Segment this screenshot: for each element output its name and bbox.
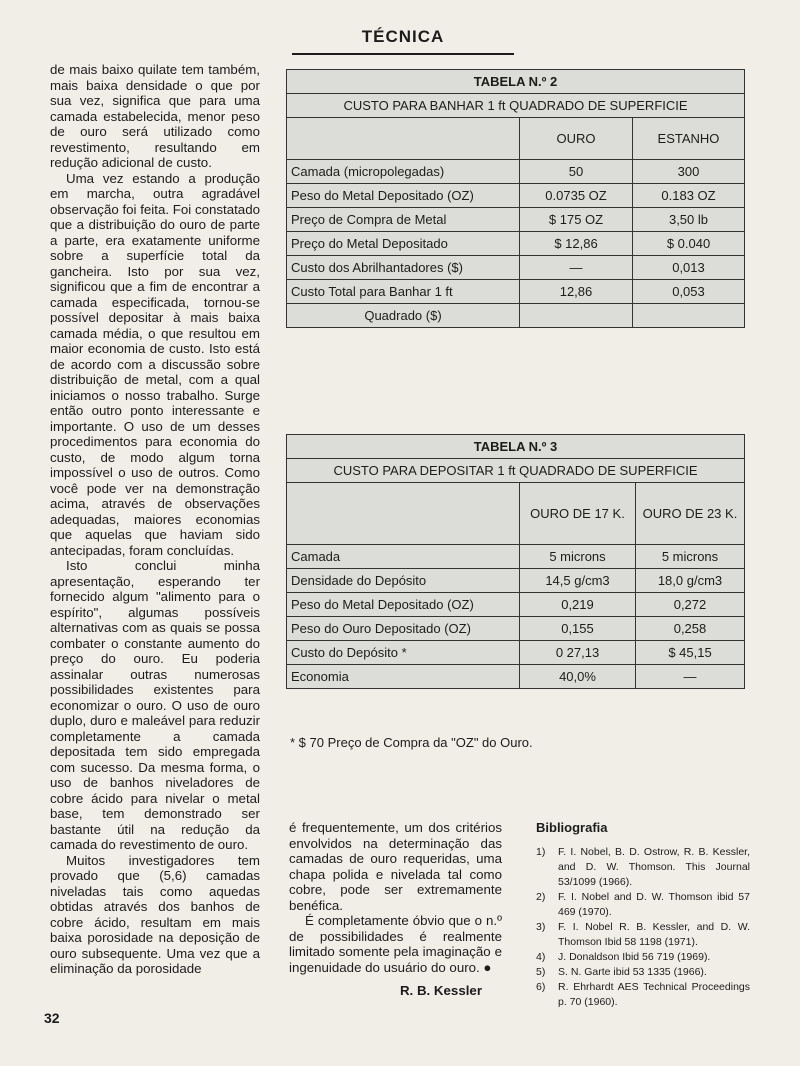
cell: 0,013 bbox=[633, 256, 745, 280]
article-column-middle bbox=[289, 820, 502, 999]
row-label: Custo do Depósito * bbox=[287, 641, 520, 665]
row-label: Preço de Compra de Metal bbox=[287, 208, 520, 232]
cell: 0.0735 OZ bbox=[520, 184, 633, 208]
row-label: Quadrado ($) bbox=[287, 304, 520, 328]
list-item bbox=[536, 950, 750, 965]
cell: 0,155 bbox=[520, 617, 636, 641]
cell: 0.183 OZ bbox=[633, 184, 745, 208]
cell: 14,5 g/cm3 bbox=[520, 569, 636, 593]
item-text: F. I. Nobel, B. D. Ostrow, R. B. Kessler, and D. W. Thomson. This Journal 53/1099 (1966). bbox=[558, 845, 750, 888]
cell: 300 bbox=[633, 160, 745, 184]
item-text: S. N. Garte ibid 53 1335 (1966). bbox=[558, 965, 707, 978]
table-row bbox=[287, 641, 745, 665]
table-subtitle: CUSTO PARA BANHAR 1 ft QUADRADO DE SUPERFICIE bbox=[287, 94, 745, 118]
cell: 40,0% bbox=[520, 665, 636, 689]
table-row bbox=[287, 208, 745, 232]
table-title: TABELA N.º 2 bbox=[287, 70, 745, 94]
table-3 bbox=[286, 434, 745, 689]
cell: 0,272 bbox=[636, 593, 745, 617]
table-title: TABELA N.º 3 bbox=[287, 435, 745, 459]
cell: 18,0 g/cm3 bbox=[636, 569, 745, 593]
list-item bbox=[536, 845, 750, 890]
list-item bbox=[536, 920, 750, 950]
cell bbox=[520, 304, 633, 328]
paragraph: é frequentemente, um dos critérios envolvidos na determinação das camadas de ouro requeridas, uma chapa polida e nivelada tal como cobre, pode ser extremamente benéfica. bbox=[289, 820, 502, 913]
column-header: ESTANHO bbox=[633, 118, 745, 160]
item-number: 2) bbox=[536, 890, 546, 903]
item-number: 6) bbox=[536, 980, 546, 993]
table-subtitle: CUSTO PARA DEPOSITAR 1 ft QUADRADO DE SUPERFICIE bbox=[287, 459, 745, 483]
list-item bbox=[536, 980, 750, 1010]
cell bbox=[633, 304, 745, 328]
table-row bbox=[287, 545, 745, 569]
table-header-empty bbox=[287, 483, 520, 545]
cell: $ 45,15 bbox=[636, 641, 745, 665]
table-2 bbox=[286, 69, 745, 328]
cell: 5 microns bbox=[636, 545, 745, 569]
table-row bbox=[287, 569, 745, 593]
item-number: 3) bbox=[536, 920, 546, 933]
row-label: Densidade do Depósito bbox=[287, 569, 520, 593]
row-label: Camada bbox=[287, 545, 520, 569]
item-number: 5) bbox=[536, 965, 546, 978]
row-label: Custo dos Abrilhantadores ($) bbox=[287, 256, 520, 280]
column-header: OURO DE 17 K. bbox=[520, 483, 636, 545]
cell: 0 27,13 bbox=[520, 641, 636, 665]
table-row bbox=[287, 280, 745, 304]
table-row bbox=[287, 304, 745, 328]
cell: — bbox=[520, 256, 633, 280]
cell: 12,86 bbox=[520, 280, 633, 304]
item-text: F. I. Nobel and D. W. Thomson ibid 57 469 (1970). bbox=[558, 890, 750, 918]
table-row bbox=[287, 665, 745, 689]
section-header: TÉCNICA bbox=[361, 27, 445, 46]
table-row bbox=[287, 617, 745, 641]
item-text: F. I. Nobel R. B. Kessler, and D. W. Thomson Ibid 58 1198 (1971). bbox=[558, 920, 750, 948]
cell: 50 bbox=[520, 160, 633, 184]
table-row bbox=[287, 593, 745, 617]
page-number: 32 bbox=[44, 1010, 60, 1026]
table-row bbox=[287, 232, 745, 256]
table-row bbox=[287, 160, 745, 184]
row-label: Preço do Metal Depositado bbox=[287, 232, 520, 256]
paragraph: É completamente óbvio que o n.º de possibilidades é realmente limitado somente pela imaginação e ingenuidade do usuário do ouro. ● bbox=[289, 913, 502, 975]
column-header: OURO DE 23 K. bbox=[636, 483, 745, 545]
item-text: J. Donaldson Ibid 56 719 (1969). bbox=[558, 950, 711, 963]
table-header-empty bbox=[287, 118, 520, 160]
cell: $ 175 OZ bbox=[520, 208, 633, 232]
row-label: Economia bbox=[287, 665, 520, 689]
row-label: Custo Total para Banhar 1 ft bbox=[287, 280, 520, 304]
row-label: Peso do Metal Depositado (OZ) bbox=[287, 184, 520, 208]
cell: 0,053 bbox=[633, 280, 745, 304]
paragraph: Muitos investigadores tem provado que (5,6) camadas niveladas tais como aquedas obtidas através dos banhos de cobre ácido, resultam em mais baixa porosidade na deposição de ouro subsequente. Uma vez que a eliminação da porosidade bbox=[50, 852, 260, 976]
table-footnote: * $ 70 Preço de Compra da "OZ" do Ouro. bbox=[290, 735, 533, 750]
cell: 0,258 bbox=[636, 617, 745, 641]
list-item bbox=[536, 890, 750, 920]
article-column-left bbox=[50, 62, 260, 977]
cell: $ 12,86 bbox=[520, 232, 633, 256]
bibliography-title: Bibliografia bbox=[536, 820, 608, 835]
row-label: Camada (micropolegadas) bbox=[287, 160, 520, 184]
cell: 0,219 bbox=[520, 593, 636, 617]
cell: 5 microns bbox=[520, 545, 636, 569]
paragraph: Isto conclui minha apresentação, esperando ter fornecido algum "alimento para o espírito", algumas possíveis alternativas com as quais se possa combater o constante aumento do preço do ouro. Eu poderia assinalar outras numerosas possibilidades existentes para economizar o ouro. O uso de ouro duplo, duro e maleável para reduzir completamente a camada depositada tem sido empregada com sucesso. Da mesma forma, o uso de banhos niveladores de cobre ácido para nivelar o metal base, tem demonstrado ser bastante útil na redução da camada do revestimento de ouro. bbox=[50, 558, 260, 852]
item-number: 4) bbox=[536, 950, 546, 963]
cell: $ 0.040 bbox=[633, 232, 745, 256]
column-header: OURO bbox=[520, 118, 633, 160]
table-row bbox=[287, 256, 745, 280]
list-item bbox=[536, 965, 750, 980]
item-text: R. Ehrhardt AES Technical Proceedings p. 70 (1960). bbox=[558, 980, 750, 1008]
paragraph: Uma vez estando a produção em marcha, outra agradável observação foi feita. Foi constatado que a distribuição do ouro de parte a parte, era exatamente uniforme sobre a superfície total da gancheira. Isto por sua vez, significou que a fim de encontrar a camada especificada, tornou-se possível depositar à mais baixa camada média, o que resultou em maior economia de custo. Isto está de acordo com a discussão sobre distribuição de metal, com a qual iniciamos o nosso trabalho. Surge então outro ponto interessante e importante. O uso de um desses procedimentos para economia do custo, de modo algum torna impossível o uso de outros. Como você pode ver na demonstração acima, através de observações adequadas, maiores economias que aquelas que haviam sido antecipadas, foram concluídas. bbox=[50, 170, 260, 558]
bibliography bbox=[536, 820, 750, 1010]
author-signature: R. B. Kessler bbox=[399, 983, 482, 998]
paragraph: de mais baixo quilate tem também, mais baixa densidade o que por sua vez, significa que para uma camada estabelecida, menor peso de ouro será utilizado como revestimento, resultando em redução adicional de custo. bbox=[50, 62, 260, 170]
header-rule bbox=[292, 53, 514, 55]
cell: 3,50 lb bbox=[633, 208, 745, 232]
table-row bbox=[287, 184, 745, 208]
cell: — bbox=[636, 665, 745, 689]
row-label: Peso do Metal Depositado (OZ) bbox=[287, 593, 520, 617]
item-number: 1) bbox=[536, 845, 546, 858]
row-label: Peso do Ouro Depositado (OZ) bbox=[287, 617, 520, 641]
